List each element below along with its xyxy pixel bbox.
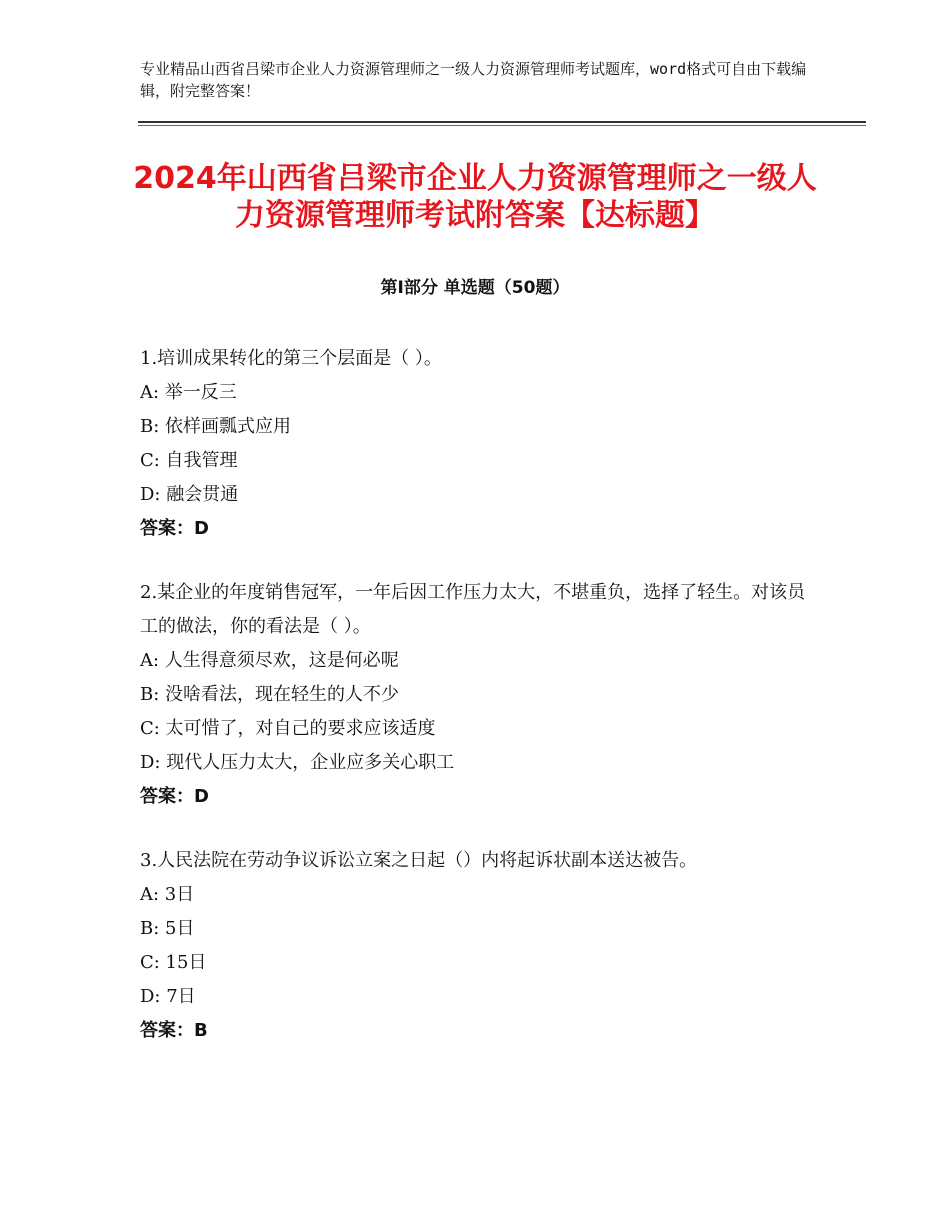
header-rule-thin [138, 125, 866, 126]
option-c: C: 太可惜了，对自己的要求应该适度 [140, 718, 436, 739]
document-title: 2024年山西省吕梁市企业人力资源管理师之一级人力资源管理师考试附答案【达标题】 [133, 161, 817, 233]
option-b: B: 依样画瓢式应用 [140, 416, 292, 437]
answer: 答案：D [140, 786, 209, 807]
answer: 答案：B [140, 1020, 208, 1041]
question-stem: 3.人民法院在劳动争议诉讼立案之日起（）内将起诉状副本送达被告。 [140, 850, 698, 871]
option-c: C: 自我管理 [140, 450, 238, 471]
option-a: A: 3日 [140, 884, 195, 905]
option-d: D: 融会贯通 [140, 484, 239, 505]
question-stem: 2.某企业的年度销售冠军，一年后因工作压力太大，不堪重负，选择了轻生。对该员工的做法，你的看法是（ ）。 [140, 582, 806, 637]
option-b: B: 没啥看法，现在轻生的人不少 [140, 684, 400, 705]
question-1 [140, 342, 820, 546]
option-d: D: 现代人压力太大，企业应多关心职工 [140, 752, 455, 773]
header-rule-thick [138, 121, 866, 123]
option-c: C: 15日 [140, 952, 207, 973]
option-a: A: 人生得意须尽欢，这是何必呢 [140, 650, 399, 671]
question-stem: 1.培训成果转化的第三个层面是（ ）。 [140, 348, 442, 369]
option-b: B: 5日 [140, 918, 195, 939]
question-3 [140, 844, 820, 1048]
header-note: 专业精品山西省吕梁市企业人力资源管理师之一级人力资源管理师考试题库，word格式可自由下载编辑，附完整答案！ [140, 60, 807, 100]
question-2 [140, 576, 820, 814]
section-title: 第Ⅰ部分 单选题（50题） [380, 278, 570, 298]
answer: 答案：D [140, 518, 209, 539]
option-a: A: 举一反三 [140, 382, 237, 403]
question-list [140, 342, 820, 1078]
option-d: D: 7日 [140, 986, 196, 1007]
